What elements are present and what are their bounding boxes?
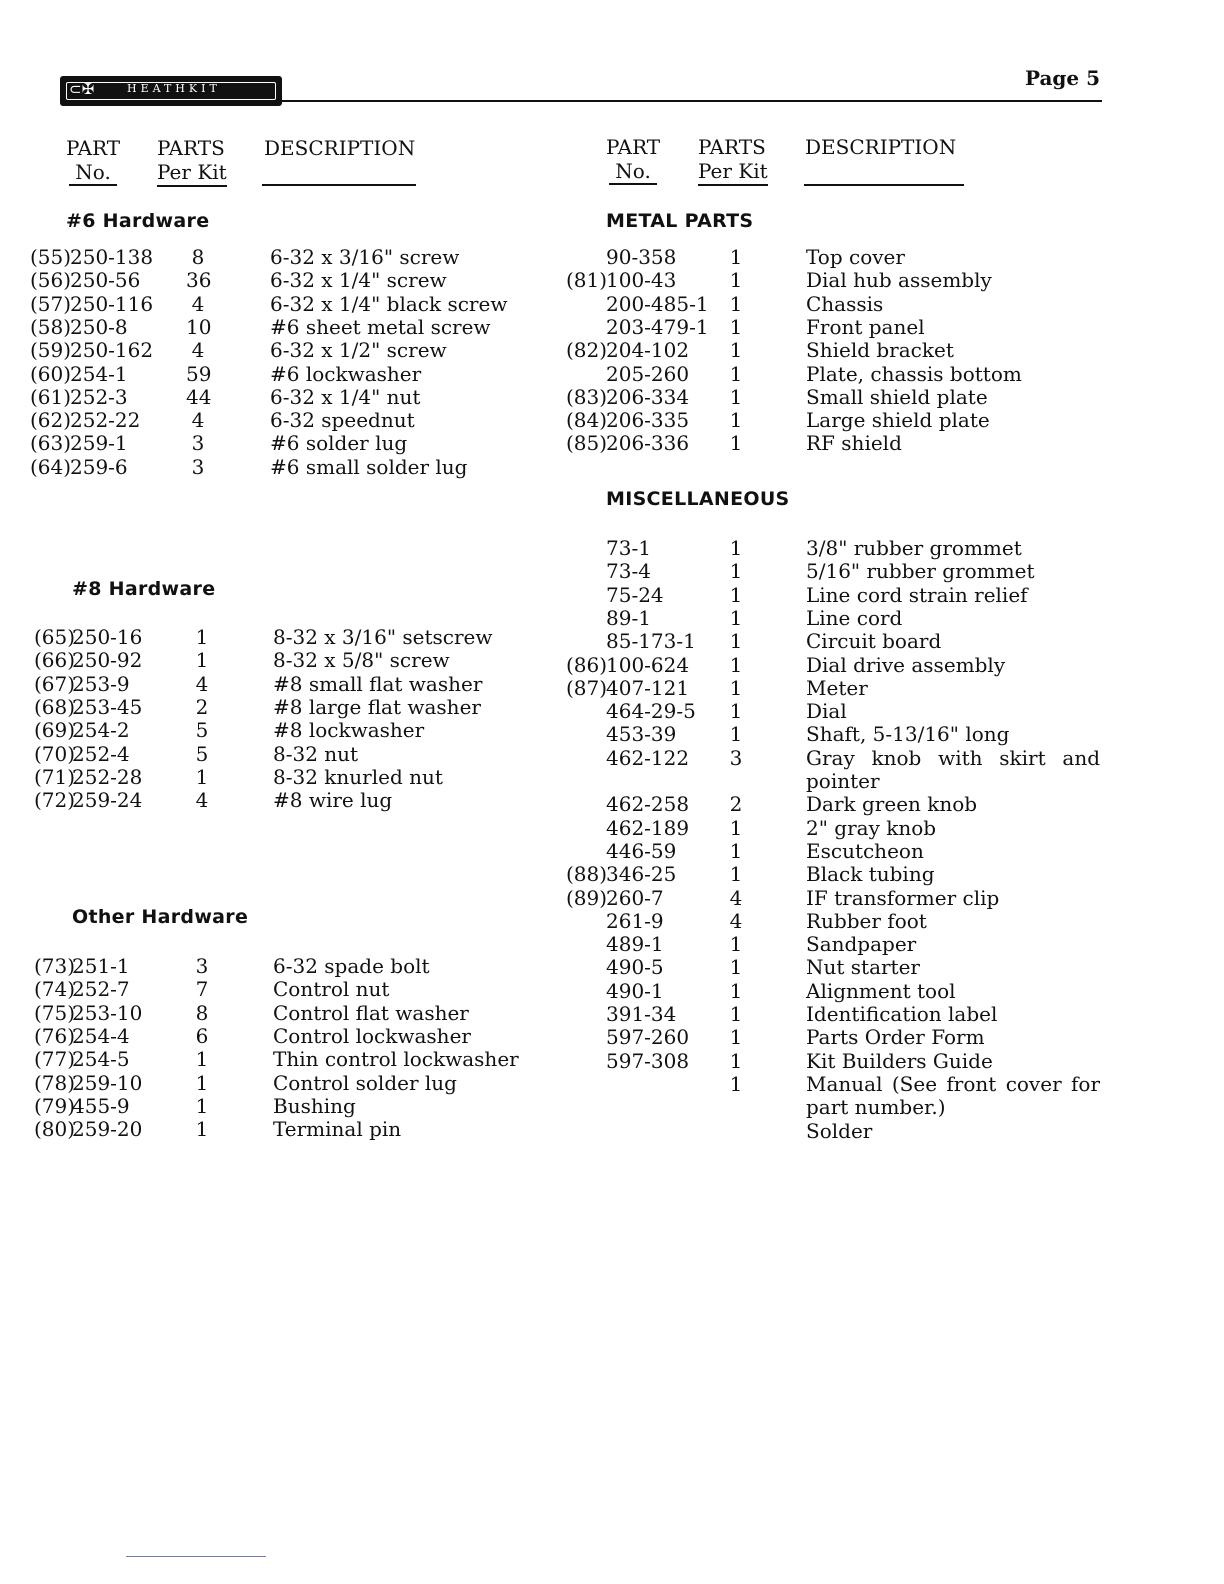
description: 3/8" rubber grommet xyxy=(806,536,1022,560)
table-row xyxy=(0,677,1224,700)
description: Parts Order Form xyxy=(806,1025,985,1050)
table-row xyxy=(0,840,1224,863)
part-number: 253-9 xyxy=(72,671,130,696)
heathkit-logo xyxy=(60,76,282,106)
table-row xyxy=(0,316,1224,339)
quantity: 1 xyxy=(729,629,743,654)
section-title: #8 Hardware xyxy=(72,578,216,600)
description: #8 wire lug xyxy=(273,788,393,813)
quantity: 1 xyxy=(729,268,743,293)
part-number: 100-43 xyxy=(606,268,677,293)
description: Nut starter xyxy=(806,955,920,980)
quantity: 1 xyxy=(729,815,743,840)
description: Gray knob with skirt and xyxy=(806,745,1100,770)
quantity: 1 xyxy=(729,536,743,560)
description: Solder xyxy=(806,1118,873,1143)
table-row xyxy=(0,537,1224,560)
part-number: 259-10 xyxy=(72,1070,143,1095)
part-number: 85-173-1 xyxy=(606,629,696,654)
part-number: 100-624 xyxy=(606,652,690,677)
left-description-rule xyxy=(262,184,416,186)
item-ref-number: (58) xyxy=(30,314,72,339)
description: #6 small solder lug xyxy=(270,454,468,479)
item-ref-number: (68) xyxy=(34,694,76,719)
quantity: 1 xyxy=(729,1025,743,1050)
table-row xyxy=(0,269,1224,292)
part-number: 254-4 xyxy=(72,1023,130,1048)
part-number: 204-102 xyxy=(606,338,690,363)
quantity: 1 xyxy=(729,408,743,433)
item-ref-number: (67) xyxy=(34,671,76,696)
description: Alignment tool xyxy=(806,978,956,1003)
item-ref-number: (72) xyxy=(34,788,76,813)
quantity: 8 xyxy=(195,1000,209,1025)
part-number: 75-24 xyxy=(606,582,664,607)
table-row xyxy=(0,584,1224,607)
part-number: 259-20 xyxy=(72,1117,143,1142)
quantity: 2 xyxy=(195,694,209,719)
part-number: 597-308 xyxy=(606,1048,690,1073)
table-row xyxy=(0,293,1224,316)
quantity: 1 xyxy=(729,675,743,700)
description: Dial drive assembly xyxy=(806,652,1006,677)
description: Control lockwasher xyxy=(273,1023,471,1048)
section-title: METAL PARTS xyxy=(606,210,754,232)
table-row xyxy=(0,456,600,479)
quantity: 1 xyxy=(729,291,743,316)
quantity: 4 xyxy=(729,908,743,933)
left-parts-per-kit-header xyxy=(157,136,227,187)
description: Dial xyxy=(806,699,847,724)
item-ref-number: (69) xyxy=(34,718,76,743)
part-number: 252-28 xyxy=(72,764,143,789)
part-number: 453-39 xyxy=(606,722,677,747)
quantity: 1 xyxy=(729,838,743,863)
quantity: 7 xyxy=(195,977,209,1002)
quantity: 1 xyxy=(729,361,743,386)
description: Control flat washer xyxy=(273,1000,469,1025)
item-ref-number: (61) xyxy=(30,384,72,409)
quantity: 36 xyxy=(186,268,212,293)
description: Rubber foot xyxy=(806,908,927,933)
part-number: 346-25 xyxy=(606,862,677,887)
footer-line xyxy=(126,1556,266,1557)
description: Meter xyxy=(806,675,868,700)
description: 5/16" rubber grommet xyxy=(806,559,1035,584)
page-number: Page 5 xyxy=(1024,66,1100,90)
right-parts-per-kit-header xyxy=(698,135,768,186)
quantity: 3 xyxy=(191,454,205,479)
description: 8-32 x 3/16" setscrew xyxy=(273,625,493,649)
table-row xyxy=(0,700,1224,723)
quantity: 1 xyxy=(195,625,209,649)
description: 6-32 x 1/2" screw xyxy=(270,338,447,363)
quantity: 1 xyxy=(195,1047,209,1072)
table-row xyxy=(0,977,1224,1003)
description: Large shield plate xyxy=(806,408,990,433)
description: Sandpaper xyxy=(806,932,917,957)
quantity: 4 xyxy=(191,338,205,363)
item-ref-number: (78) xyxy=(34,1070,76,1095)
quantity: 4 xyxy=(195,671,209,696)
part-number: 391-34 xyxy=(606,1002,677,1026)
item-ref-number: (77) xyxy=(34,1047,76,1072)
quantity: 3 xyxy=(195,954,209,978)
description: Thin control lockwasher xyxy=(273,1047,519,1072)
description: 6-32 x 1/4" screw xyxy=(270,268,447,293)
quantity: 1 xyxy=(195,764,209,789)
quantity: 1 xyxy=(195,1117,209,1142)
item-ref-number: (75) xyxy=(34,1000,76,1025)
description: Shield bracket xyxy=(806,338,954,363)
description: Top cover xyxy=(806,245,905,269)
table-row xyxy=(0,1047,1224,1073)
item-ref-number: (88) xyxy=(566,862,608,887)
description: #6 solder lug xyxy=(270,431,408,456)
part-number: 455-9 xyxy=(72,1093,130,1118)
table-row xyxy=(0,1023,1224,1050)
description: 6-32 x 1/4" nut xyxy=(270,384,421,409)
table-row xyxy=(0,607,1224,630)
logo-emblem-icon: ⊂✠ xyxy=(69,80,95,98)
description: Dark green knob xyxy=(806,792,978,817)
quantity: 4 xyxy=(729,885,743,910)
quantity: 2 xyxy=(729,792,743,817)
item-ref-number: (86) xyxy=(566,652,608,677)
section-title: Other Hardware xyxy=(72,906,249,928)
description: #8 small flat washer xyxy=(273,671,483,696)
description-continued: pointer xyxy=(806,768,880,793)
part-number: 253-10 xyxy=(72,1000,143,1025)
description: Small shield plate xyxy=(806,384,988,409)
description: Front panel xyxy=(806,314,925,339)
item-ref-number: (55) xyxy=(30,245,72,269)
quantity: 1 xyxy=(195,1070,209,1095)
item-ref-number: (70) xyxy=(34,741,76,766)
part-number: 73-1 xyxy=(606,536,651,560)
description: 8-32 x 5/8" screw xyxy=(273,648,450,673)
quantity: 1 xyxy=(729,722,743,747)
part-number: 253-45 xyxy=(72,694,143,719)
item-ref-number: (87) xyxy=(566,675,608,700)
part-number: 250-162 xyxy=(70,338,154,363)
quantity: 1 xyxy=(729,338,743,363)
item-ref-number: (73) xyxy=(34,954,76,978)
description: Plate, chassis bottom xyxy=(806,361,1022,386)
part-number: 90-358 xyxy=(606,245,677,269)
part-number: 89-1 xyxy=(606,605,651,630)
left-part-no-header xyxy=(66,136,120,186)
item-ref-number: (83) xyxy=(566,384,608,409)
part-number: 250-56 xyxy=(70,268,141,293)
description: Control nut xyxy=(273,977,390,1002)
part-number: 597-260 xyxy=(606,1025,690,1050)
part-number: 252-4 xyxy=(72,741,130,766)
quantity: 1 xyxy=(729,978,743,1003)
quantity: 6 xyxy=(195,1023,209,1048)
description: Dial hub assembly xyxy=(806,268,992,293)
part-number: 206-334 xyxy=(606,384,690,409)
description: Black tubing xyxy=(806,862,935,887)
description: Manual (See front cover for xyxy=(806,1071,1100,1096)
description: #8 large flat washer xyxy=(273,694,481,719)
table-row xyxy=(0,560,1224,583)
quantity: 8 xyxy=(191,245,205,269)
table-row xyxy=(0,863,1224,886)
part-number: 252-7 xyxy=(72,977,130,1002)
description-continued: part number.) xyxy=(806,1095,946,1120)
quantity: 3 xyxy=(729,745,743,770)
quantity: 1 xyxy=(729,605,743,630)
description: Shaft, 5-13/16" long xyxy=(806,722,1010,747)
quantity: 1 xyxy=(729,955,743,980)
quantity: 1 xyxy=(729,582,743,607)
quantity: 59 xyxy=(186,361,212,386)
part-number: 462-189 xyxy=(606,815,690,840)
quantity: 44 xyxy=(186,384,212,409)
part-number: 490-5 xyxy=(606,955,664,980)
description: Circuit board xyxy=(806,629,942,654)
quantity: 5 xyxy=(195,718,209,743)
part-number: 206-336 xyxy=(606,431,690,456)
item-ref-number: (84) xyxy=(566,408,608,433)
part-number: 407-121 xyxy=(606,675,690,700)
table-row xyxy=(0,956,1224,979)
description: 6-32 x 1/4" black screw xyxy=(270,291,508,316)
quantity: 1 xyxy=(729,652,743,677)
part-number: 250-92 xyxy=(72,648,143,673)
logo-text: HEATHKIT xyxy=(127,82,221,95)
table-row xyxy=(0,1070,1224,1120)
quantity: 1 xyxy=(729,862,743,887)
quantity: 10 xyxy=(186,314,212,339)
item-ref-number: (89) xyxy=(566,885,608,910)
section-title: MISCELLANEOUS xyxy=(606,488,790,510)
right-description-rule xyxy=(804,184,964,186)
table-row xyxy=(0,1000,1224,1026)
quantity: 1 xyxy=(195,648,209,673)
part-number: 200-485-1 xyxy=(606,291,709,316)
parts-header-label: PARTS xyxy=(157,136,225,160)
part-number: 464-29-5 xyxy=(606,699,696,724)
part-number: 489-1 xyxy=(606,932,664,957)
quantity: 1 xyxy=(729,431,743,456)
table-row xyxy=(0,630,1224,653)
part-number: 462-122 xyxy=(606,745,690,770)
quantity: 1 xyxy=(195,1093,209,1118)
table-row xyxy=(0,1117,1224,1143)
description: 6-32 spade bolt xyxy=(273,954,430,978)
part-number: 490-1 xyxy=(606,978,664,1003)
table-row xyxy=(0,723,1224,746)
description: #6 sheet metal screw xyxy=(270,314,491,339)
left-description-header: DESCRIPTION xyxy=(264,136,416,160)
no-header-label: No. xyxy=(609,159,657,185)
description: 8-32 knurled nut xyxy=(273,764,443,789)
item-ref-number: (66) xyxy=(34,648,76,673)
part-number: 254-1 xyxy=(70,361,128,386)
item-ref-number: (60) xyxy=(30,361,72,386)
item-ref-number: (82) xyxy=(566,338,608,363)
description: 6-32 speednut xyxy=(270,408,415,433)
description: Control solder lug xyxy=(273,1070,457,1095)
item-ref-number: (85) xyxy=(566,431,608,456)
part-number: 259-24 xyxy=(72,788,143,813)
quantity: 4 xyxy=(191,291,205,316)
quantity: 4 xyxy=(195,788,209,813)
table-row xyxy=(0,246,1224,269)
table-row xyxy=(0,363,1224,386)
item-ref-number: (59) xyxy=(30,338,72,363)
quantity: 1 xyxy=(729,245,743,269)
item-ref-number: (79) xyxy=(34,1093,76,1118)
item-ref-number: (71) xyxy=(34,764,76,789)
description: 2" gray knob xyxy=(806,815,937,840)
description: Kit Builders Guide xyxy=(806,1048,993,1073)
description: Terminal pin xyxy=(273,1117,402,1142)
description: #6 lockwasher xyxy=(270,361,422,386)
part-number: 252-3 xyxy=(70,384,128,409)
part-number: 206-335 xyxy=(606,408,690,433)
table-row xyxy=(0,933,1224,956)
item-ref-number: (81) xyxy=(566,268,608,293)
description: #8 lockwasher xyxy=(273,718,425,743)
part-number: 259-6 xyxy=(70,454,128,479)
table-row xyxy=(0,747,1224,794)
part-header-label: PART xyxy=(606,135,661,159)
per-kit-header-label: Per Kit xyxy=(698,159,768,186)
item-ref-number: (74) xyxy=(34,977,76,1002)
part-number: 254-2 xyxy=(72,718,130,743)
description: Line cord strain relief xyxy=(806,582,1028,607)
description: 8-32 nut xyxy=(273,741,359,766)
description: Identification label xyxy=(806,1002,998,1026)
item-ref-number: (63) xyxy=(30,431,72,456)
item-ref-number: (56) xyxy=(30,268,72,293)
quantity: 5 xyxy=(195,741,209,766)
part-number: 252-22 xyxy=(70,408,141,433)
right-description-header: DESCRIPTION xyxy=(805,135,957,159)
table-row xyxy=(0,817,1224,840)
part-number: 254-5 xyxy=(72,1047,130,1072)
part-number: 250-16 xyxy=(72,625,143,649)
part-number: 203-479-1 xyxy=(606,314,709,339)
table-row xyxy=(0,887,1224,910)
part-number: 259-1 xyxy=(70,431,128,456)
part-number: 462-258 xyxy=(606,792,690,817)
description: RF shield xyxy=(806,431,902,456)
section-title: #6 Hardware xyxy=(66,210,210,232)
table-row xyxy=(0,339,1224,362)
quantity: 1 xyxy=(729,699,743,724)
right-part-no-header xyxy=(606,135,660,185)
table-row xyxy=(0,432,1224,455)
quantity: 1 xyxy=(729,314,743,339)
table-row xyxy=(0,386,1224,409)
part-number: 446-59 xyxy=(606,838,677,863)
table-row xyxy=(0,793,1224,816)
quantity: 4 xyxy=(191,408,205,433)
description: Chassis xyxy=(806,291,884,316)
quantity: 1 xyxy=(729,932,743,957)
quantity: 1 xyxy=(729,1048,743,1073)
part-number: 250-138 xyxy=(70,245,154,269)
part-number: 251-1 xyxy=(72,954,130,978)
description: Line cord xyxy=(806,605,903,630)
part-header-label: PART xyxy=(66,136,121,160)
part-number: 73-4 xyxy=(606,559,651,584)
item-ref-number: (76) xyxy=(34,1023,76,1048)
part-number: 250-8 xyxy=(70,314,128,339)
quantity: 1 xyxy=(729,1002,743,1026)
item-ref-number: (57) xyxy=(30,291,72,316)
part-number: 260-7 xyxy=(606,885,664,910)
per-kit-header-label: Per Kit xyxy=(157,160,227,187)
no-header-label: No. xyxy=(69,160,117,186)
description: 6-32 x 3/16" screw xyxy=(270,245,460,269)
header-rule xyxy=(280,100,1102,102)
quantity: 3 xyxy=(191,431,205,456)
part-number: 205-260 xyxy=(606,361,690,386)
part-number: 261-9 xyxy=(606,908,664,933)
item-ref-number: (62) xyxy=(30,408,72,433)
quantity: 1 xyxy=(729,559,743,584)
table-row xyxy=(0,654,1224,677)
item-ref-number: (64) xyxy=(30,454,72,479)
parts-header-label: PARTS xyxy=(698,135,766,159)
part-number: 250-116 xyxy=(70,291,154,316)
item-ref-number: (80) xyxy=(34,1117,76,1142)
quantity: 1 xyxy=(729,1071,743,1096)
description: Bushing xyxy=(273,1093,356,1118)
description: IF transformer clip xyxy=(806,885,1000,910)
table-row xyxy=(0,409,1224,432)
quantity: 1 xyxy=(729,384,743,409)
table-row xyxy=(0,910,1224,933)
item-ref-number: (65) xyxy=(34,625,76,649)
description: Escutcheon xyxy=(806,838,924,863)
